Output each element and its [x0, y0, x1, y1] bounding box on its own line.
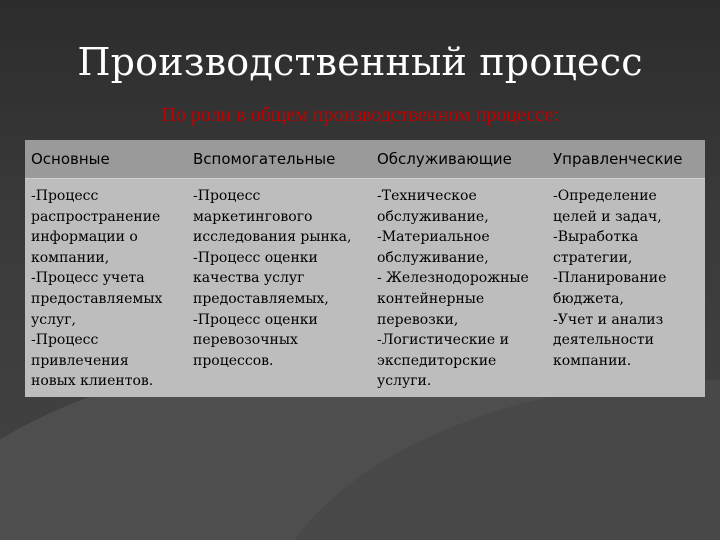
table-row: [25, 179, 705, 397]
column-header-auxiliary: Вспомогательные: [187, 140, 371, 179]
cell-auxiliary-processes: -Процесс маркетингового исследования рынка, -Процесс оценки качества услуг предоставляемых, -Процесс оценки перевозочных процессов.: [187, 179, 371, 397]
cell-main-processes: -Процесс распространение информации о компании, -Процесс учета предоставляемых услуг, -Процесс привлечения новых клиентов.: [25, 179, 187, 397]
cell-management-processes: -Определение целей и задач, -Выработка стратегии, -Планирование бюджета, -Учет и анализ деятельности компании.: [547, 179, 705, 397]
slide-subtitle: По роли в общем производственном процессе:: [161, 104, 559, 126]
cell-service-processes: -Техническое обслуживание, -Материальное обслуживание, - Железнодорожные контейнерные перевозки, -Логистические и экспедиторские услуги.: [371, 179, 547, 397]
slide-title: Производственный процесс: [77, 40, 643, 84]
column-header-main: Основные: [25, 140, 187, 179]
column-header-service: Обслуживающие: [371, 140, 547, 179]
process-table: [25, 140, 705, 397]
column-header-management: Управленческие: [547, 140, 705, 179]
table-header-row: [25, 140, 705, 179]
